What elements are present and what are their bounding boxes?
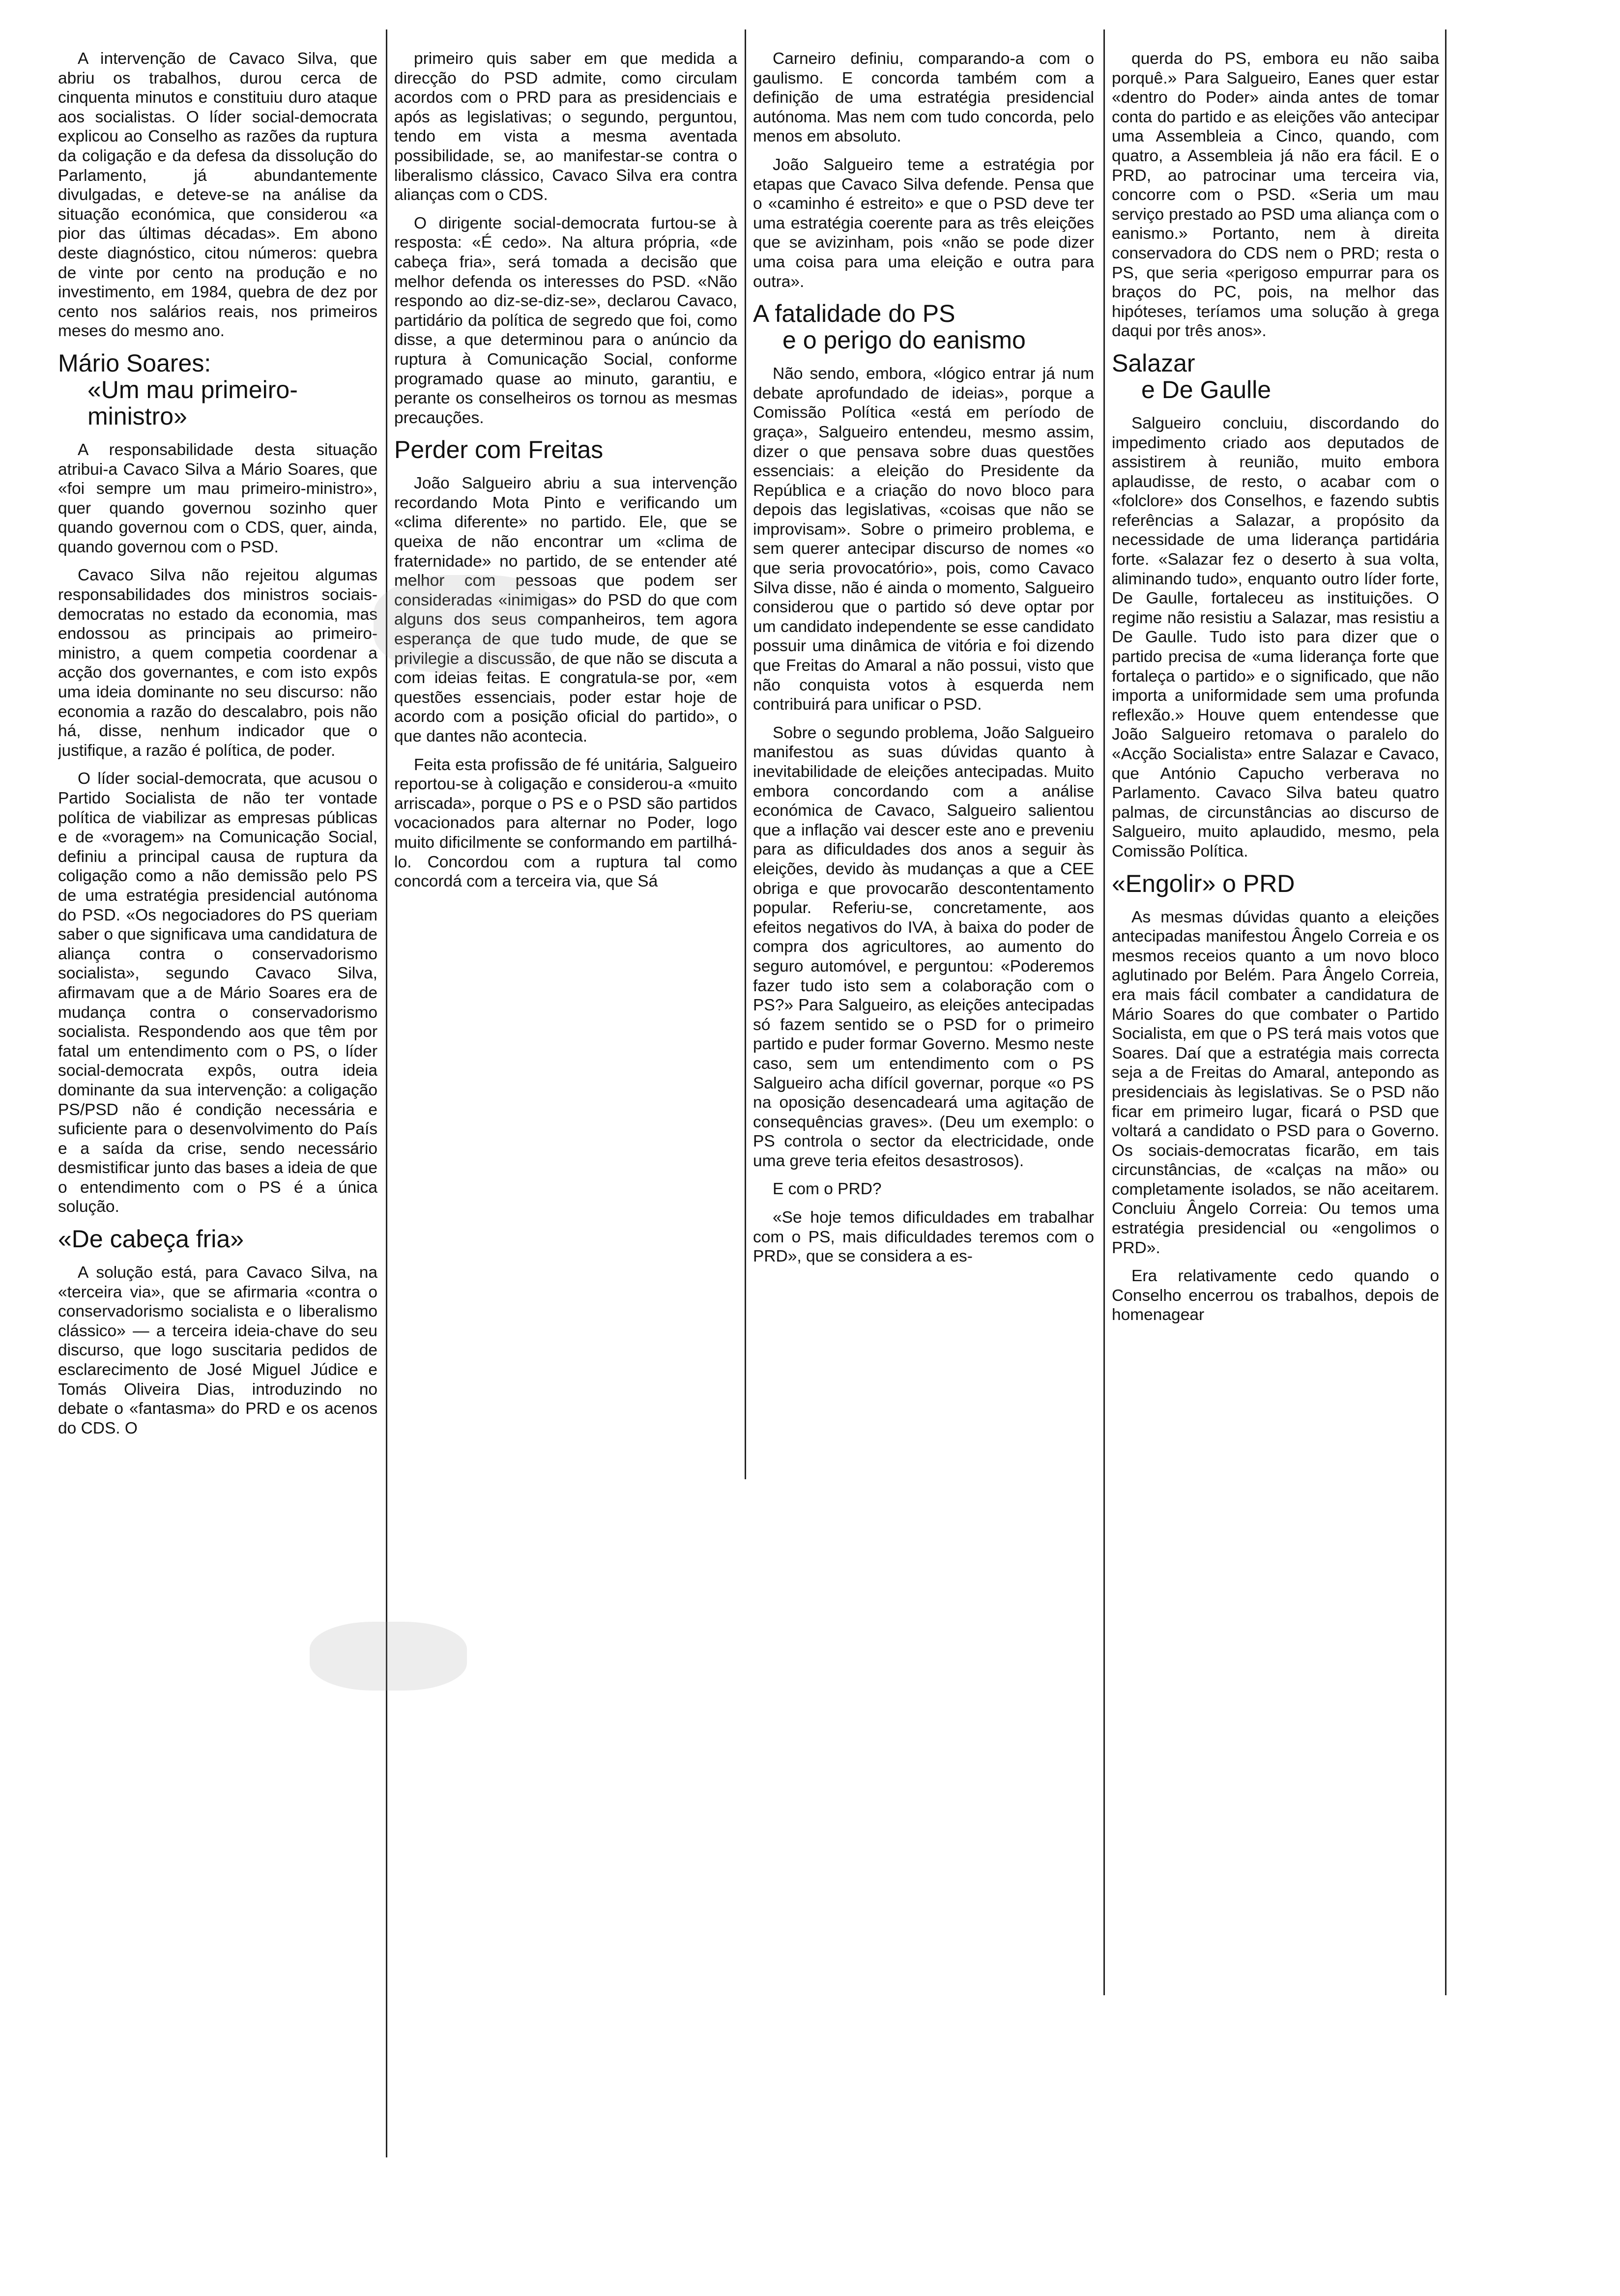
section-heading-line: «De cabeça fria» — [58, 1225, 244, 1253]
article-paragraph: O líder social-democrata, que acusou o Partido Socialista de não ter vontade política de viabilizar as empresas públicas e de «voragem» na Comunicação Social, definiu a principal causa de ruptura da coligação como a não demissão pelo PS de uma estratégia presidencial autónoma do PSD. «Os negociadores do PS queriam saber o que significava uma candidatura de aliança contra o conservadorismo socialista», segundo Cavaco Silva, afirmavam que a de Mário Soares era de mudança contra o conservadorismo socialista. Respondendo aos que têm por fatal um entendimento com o PS, o líder social-democrata expôs, outra ideia dominante da sua intervenção: a coligação PS/PSD não é condição necessária e suficiente para o desenvolvimento do País e a saída da crise, sendo necessário desmistificar junto das bases a ideia de que o entendimento com o PS é a única solução. — [58, 770, 377, 1216]
ink-smudge — [374, 575, 560, 673]
article-paragraph: O dirigente social-democrata furtou-se à resposta: «É cedo». Na altura própria, «de cabeça fria», será tomada a decisão que melhor defenda os interesses do PSD. «Não respondo ao diz-se-diz-se», declarou Cavaco, partidário da política de segredo que foi, como disse, a que determinou para o anúncio da ruptura à Comunicação Social, conforme programado quase ao minuto, garantiu, e perante os conselheiros os tornou as mesmas precauções. — [394, 214, 737, 427]
article-column-1 — [58, 49, 377, 2152]
article-paragraph: Cavaco Silva não rejeitou algumas responsabilidades dos ministros sociais-democratas no estado da economia, mas endossou as principais ao primeiro-ministro, a quem competia coordenar a acção dos governantes, e com isto expôs uma ideia dominante no seu discurso: não economia a razão do descalabro, pois não há, disse, nenhum indicador que o justifique, a razão é política, de poder. — [58, 566, 377, 760]
article-paragraph: A solução está, para Cavaco Silva, na «terceira via», que se afirmaria «contra o conservadorismo socialista e o liberalismo clássico» — a terceira ideia-chave do seu discurso, que logo suscitaria pedidos de esclarecimento de José Miguel Júdice e Tomás Oliveira Dias, introduzindo no debate o «fantasma» do PRD e os acenos do CDS. O — [58, 1263, 377, 1437]
section-heading — [753, 300, 1094, 353]
section-heading-line: e De Gaulle — [1141, 375, 1272, 403]
article-column-4 — [1112, 49, 1439, 2015]
article-paragraph: João Salgueiro teme a estratégia por etapas que Cavaco Silva defende. Pensa que o «caminho é estreito» e que o PSD deve ter uma estratégia coerente para as três eleições que se avizinham, pois «não se pode dizer uma coisa para uma eleição e outra para outra». — [753, 155, 1094, 291]
article-paragraph: primeiro quis saber em que medida a direcção do PSD admite, como circulam acordos com o PRD para as presidenciais e após as legislativas; o segundo, perguntou, tendo em vista a mesma aventada possibilidade, se, ao manifestar-se contra o liberalismo clássico, Cavaco Silva era contra alianças com o CDS. — [394, 50, 737, 204]
section-heading — [1112, 870, 1439, 897]
article-paragraph: Feita esta profissão de fé unitária, Salgueiro reportou-se à coligação e considerou-a «muito arriscada», porque o PS e o PSD são partidos vocacionados para alternar no Poder, logo muito dificilmente se conformando em partilhá-lo. Concordou com a ruptura tal como concordá com a terceira via, que Sá — [394, 755, 737, 891]
section-heading — [58, 350, 377, 430]
column-rule — [386, 29, 387, 2157]
article-paragraph: A responsabilidade desta situação atribui-a Cavaco Silva a Mário Soares, que «foi sempre um mau primeiro-ministro», quer quando governou sozinho quer quando governou com o CDS, quer, ainda, quando governou com o PSD. — [58, 440, 377, 556]
section-heading-line: «Engolir» o PRD — [1112, 869, 1295, 897]
section-heading-line: Salazar — [1112, 349, 1195, 377]
section-heading — [1112, 350, 1439, 403]
article-column-2 — [394, 49, 737, 1499]
column-rule — [1445, 29, 1446, 1995]
section-heading — [58, 1226, 377, 1252]
column-rule — [1103, 29, 1105, 1995]
article-paragraph: querda do PS, embora eu não saiba porquê.» Para Salgueiro, Eanes quer estar «dentro do Poder» ainda antes de tomar conta do partido e as eleições vão antecipar uma Assembleia a Cinco, quando, com quatro, a Assembleia já não era fácil. E o PRD, ao patrocinar uma terceira via, concorre com o PSD. «Seria um mau serviço prestado ao PSD uma aliança com o eanismo.» Portanto, nem à direita conservadora do CDS nem o PRD; resta o PS, que seria «perigoso empurrar para os braços do PC, pois, na melhor das hipóteses, teríamos uma solução à grega daqui por três anos». — [1112, 50, 1439, 341]
article-paragraph: João Salgueiro abriu a sua intervenção recordando Mota Pinto e verificando um «clima diferente» no partido. Ele, que se queixa de não encontrar um «clima de fraternidade» no partido, de se entender até melhor com pessoas que podem ser consideradas «inimigas» do PSD do que com alguns dos seus companheiros, tem agora esperança de que tudo mude, de que se privilegie a discussão, de que não se discuta a com ideias feitas. E congratula-se por, «em questões essenciais, poder estar hoje de acordo com a posição oficial do partido», o que dantes não acontecia. — [394, 474, 737, 746]
section-heading-line: Perder com Freitas — [394, 436, 604, 464]
article-paragraph: Sobre o segundo problema, João Salgueiro manifestou as suas dúvidas quanto à inevitabilidade de eleições antecipadas. Muito embora concordando com a análise económica de Cavaco, Salgueiro salientou que a inflação vai descer este ano e preveniu para as dificuldades dos anos a seguir às eleições, devido às mudanças a que a CEE obriga e que provocarão descontentamento popular. Referiu-se, concretamente, aos efeitos negativos do IVA, à baixa do poder de compra dos agricultores, ao aumento do seguro automóvel, e perguntou: «Poderemos fazer tudo isto sem a colaboração com o PS?» Para Salgueiro, as eleições antecipadas só fazem sentido se o PSD for o primeiro partido e puder formar Governo. Mesmo neste caso, sem um entendimento com o PS Salgueiro acha difícil governar, porque «o PS na oposição desencadeará uma agitação de consequências graves». (Deu um exemplo: o PS controla o sector da electricidade, onde uma greve teria efeitos desastrosos). — [753, 723, 1094, 1170]
section-heading-line: «Um mau primeiro-ministro» — [87, 375, 298, 430]
section-heading-line: e o perigo do eanismo — [782, 326, 1026, 354]
ink-smudge — [310, 1622, 467, 1691]
article-paragraph: Não sendo, embora, «lógico entrar já num debate aprofundado de ideias», porque a Comissão Política «está em período de graça», Salgueiro entendeu, mesmo assim, dizer o que pensava sobre duas questões essenciais: a eleição do Presidente da República e a criação do novo bloco para depois das legislativas, «coisas que não se improvisam». Sobre o primeiro problema, e sem querer antecipar discurso de nomes «o que seria provocatório», pois, como Cavaco Silva disse, não é ainda o momento, Salgueiro considerou que o partido só deve optar por um candidato independente se esse candidato possuir uma dinâmica de vitória e foi dizendo que Freitas do Amaral a não possui, visto que não conquista votos à esquerda nem contribuirá para unificar o PSD. — [753, 365, 1094, 714]
article-paragraph: Carneiro definiu, comparando-a com o gaulismo. E concorda também com a definição de uma estratégia presidencial autónoma. Mas nem com tudo concorda, pelo menos em absoluto. — [753, 50, 1094, 146]
article-paragraph: Era relativamente cedo quando o Conselho encerrou os trabalhos, depois de homenagear — [1112, 1267, 1439, 1324]
article-paragraph: Salgueiro concluiu, discordando do impedimento criado aos deputados de assistirem à reunião, muito embora aplaudisse, de resto, o acabar com o «folclore» dos Conselhos, e fazendo subtis referências a Salazar, a propósito da necessidade de uma liderança partidária forte. «Salazar fez o deserto à sua volta, aliminando tudo», enquanto outro líder forte, De Gaulle, fortaleceu as instituições. O regime não resistiu a Salazar, mas resistiu a De Gaulle. Tudo isto para dizer que o partido precisa de «uma liderança forte que fortaleça o partido» e o significado, que não importa a uniformidade sem uma profunda reflexão.» Houve quem entendesse que João Salgueiro retomava o paralelo do «Acção Socialista» entre Salazar e Cavaco, que António Capucho verberava no Parlamento. Cavaco Silva bateu quatro palmas, de circunstâncias ao discurso de Salgueiro, muito aplaudido, mesmo, pela Comissão Política. — [1112, 414, 1439, 861]
section-heading-line: A fatalidade do PS — [753, 300, 955, 328]
section-heading — [394, 436, 737, 463]
article-paragraph: A intervenção de Cavaco Silva, que abriu os trabalhos, durou cerca de cinquenta minutos e constituiu duro ataque aos socialistas. O líder social-democrata explicou ao Conselho as razões da ruptura da coligação e da defesa da dissolução do Parlamento, já abundantemente divulgadas, e deteve-se na análise da situação económica, que considerou «a pior das últimas décadas». Em abono deste diagnóstico, citou números: quebra de vinte por cento na produção e no investimento, em 1984, quebra de dez por cento nos salários reais, nos primeiros meses do mesmo ano. — [58, 50, 377, 341]
article-paragraph: As mesmas dúvidas quanto a eleições antecipadas manifestou Ângelo Correia e os mesmos receios quanto a um novo bloco aglutinado por Belém. Para Ângelo Correia, era mais fácil combater a candidatura de Mário Soares do que combater o Partido Socialista, em que o PS terá mais votos que Soares. Daí que a estratégia mais correcta seja a de Freitas do Amaral, antepondo as presidenciais às legislativas. Se o PSD não ficar em primeiro lugar, ficará o PSD que voltará a candidato o PSD para o Governo. Os sociais-democratas ficarão, em tais circunstâncias, de «calças na mão» ou completamente isolados, se não aceitarem. Concluiu Ângelo Correia: Ou temos uma estratégia presidencial ou «engolimos o PRD». — [1112, 908, 1439, 1257]
section-heading-line: Mário Soares: — [58, 349, 211, 377]
article-paragraph: «Se hoje temos dificuldades em trabalhar com o PS, mais dificuldades teremos com o PRD», que se considera a es- — [753, 1208, 1094, 1266]
article-paragraph: E com o PRD? — [773, 1180, 882, 1199]
article-column-3 — [753, 49, 1094, 2025]
column-rule — [745, 29, 746, 1479]
